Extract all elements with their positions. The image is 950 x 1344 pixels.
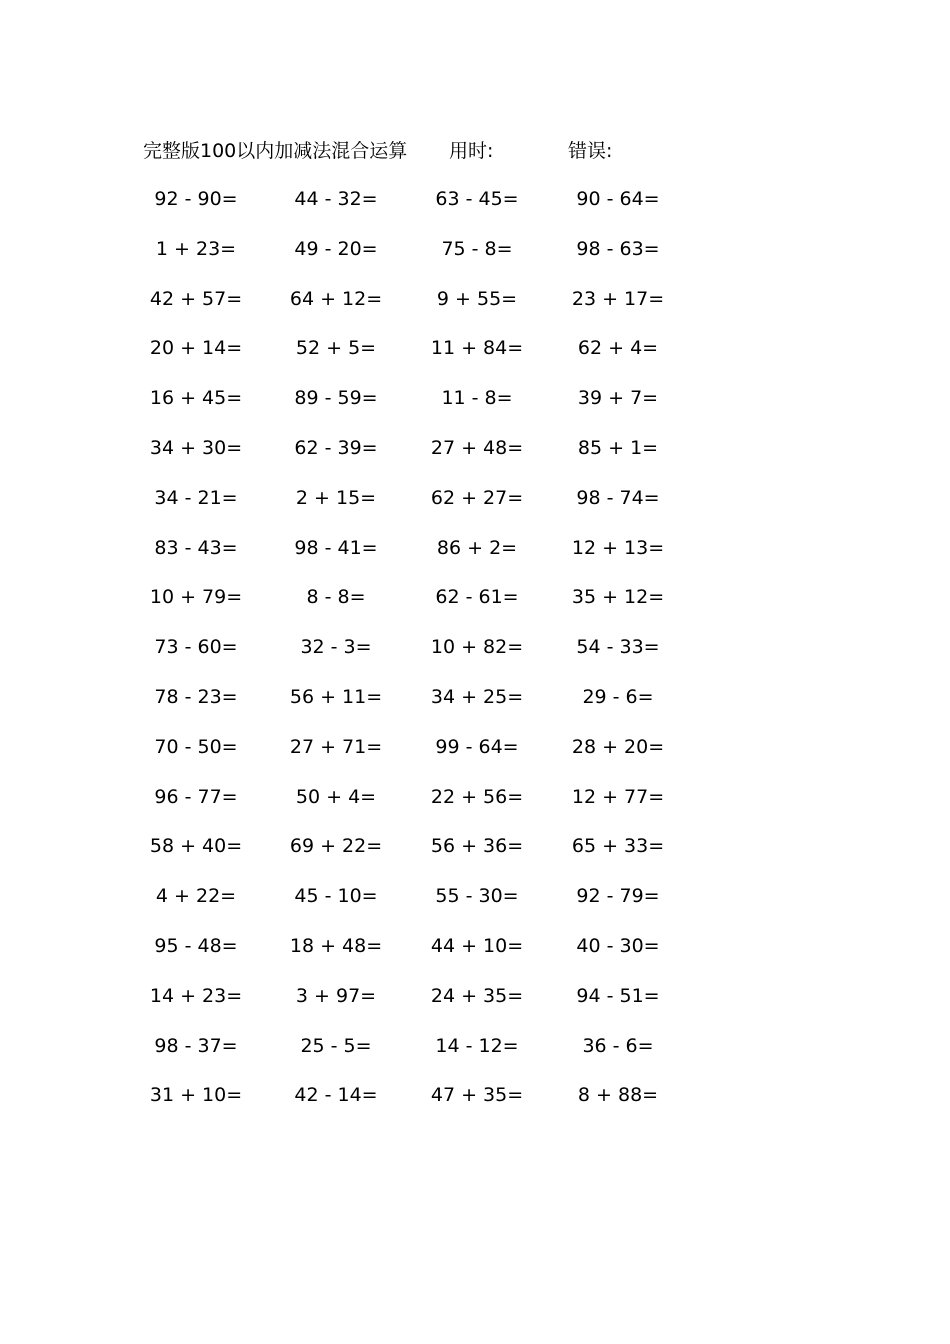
problem-item: 69 + 22= [289,835,383,858]
problem-item: 62 - 61= [435,586,519,609]
problem-item: 10 + 82= [430,636,524,659]
problem-item: 4 + 22= [155,885,237,908]
problem-item: 10 + 79= [149,586,243,609]
problem-item: 94 - 51= [576,984,660,1007]
problem-row [140,1080,700,1130]
problem-item: 3 + 97= [295,984,377,1007]
problem-item: 11 + 84= [430,337,524,360]
problem-item: 39 + 7= [577,387,659,410]
problem-item: 96 - 77= [154,785,238,808]
problem-row [140,483,700,533]
problem-item: 44 + 10= [430,934,524,957]
problem-item: 8 - 8= [306,586,366,609]
problem-item: 55 - 30= [435,885,519,908]
problem-item: 92 - 79= [576,885,660,908]
problem-item: 63 - 45= [435,188,519,210]
problem-item: 9 + 55= [436,287,518,310]
problem-item: 56 + 36= [430,835,524,858]
problem-item: 98 - 63= [576,237,660,260]
errors-label: 错误: [568,140,613,162]
problem-item: 2 + 15= [295,486,377,509]
problem-item: 34 + 30= [149,436,243,459]
problem-item: 27 + 48= [430,436,524,459]
problem-item: 92 - 90= [154,188,238,210]
problem-item: 49 - 20= [294,237,378,260]
problem-item: 52 + 5= [295,337,377,360]
problem-row [140,632,700,682]
problem-item: 8 + 88= [577,1084,659,1107]
problem-item: 14 + 23= [149,984,243,1007]
problem-row [140,782,700,832]
problem-item: 29 - 6= [582,685,654,708]
problem-item: 22 + 56= [430,785,524,808]
problem-item: 40 - 30= [576,934,660,957]
problem-item: 31 + 10= [149,1084,243,1107]
time-label: 用时: [449,140,494,162]
problem-item: 89 - 59= [294,387,378,410]
problem-item: 12 + 77= [571,785,665,808]
problem-item: 42 + 57= [149,287,243,310]
problem-item: 62 + 27= [430,486,524,509]
problem-item: 98 - 37= [154,1034,238,1057]
problem-row [140,433,700,483]
problem-item: 25 - 5= [300,1034,372,1057]
problem-item: 98 - 74= [576,486,660,509]
problem-item: 44 - 32= [294,188,378,210]
problem-item: 34 - 21= [154,486,238,509]
problem-item: 11 - 8= [441,387,513,410]
problem-item: 24 + 35= [430,984,524,1007]
problem-item: 70 - 50= [154,735,238,758]
problem-row [140,234,700,284]
problem-item: 75 - 8= [441,237,513,260]
problem-item: 34 + 25= [430,685,524,708]
problem-item: 83 - 43= [154,536,238,559]
problem-row [140,931,700,981]
problem-item: 99 - 64= [435,735,519,758]
problem-row [140,981,700,1031]
problem-item: 28 + 20= [571,735,665,758]
problem-row [140,732,700,782]
problem-item: 42 - 14= [294,1084,378,1107]
worksheet-title: 完整版100以内加减法混合运算 [143,140,408,162]
problem-row [140,333,700,383]
problem-item: 20 + 14= [149,337,243,360]
problem-row [140,582,700,632]
problem-item: 62 - 39= [294,436,378,459]
problem-row [140,383,700,433]
problem-item: 18 + 48= [289,934,383,957]
problem-item: 12 + 13= [571,536,665,559]
problem-item: 36 - 6= [582,1034,654,1057]
problem-item: 86 + 2= [436,536,518,559]
problem-item: 90 - 64= [576,188,660,210]
problem-item: 58 + 40= [149,835,243,858]
problem-item: 16 + 45= [149,387,243,410]
problem-item: 1 + 23= [155,237,237,260]
problem-row [140,881,700,931]
problem-item: 50 + 4= [295,785,377,808]
problem-item: 56 + 11= [289,685,383,708]
problem-row [140,1031,700,1081]
problem-item: 23 + 17= [571,287,665,310]
problem-item: 32 - 3= [300,636,372,659]
problem-item: 45 - 10= [294,885,378,908]
problem-item: 95 - 48= [154,934,238,957]
problem-item: 65 + 33= [571,835,665,858]
problem-item: 64 + 12= [289,287,383,310]
problem-item: 62 + 4= [577,337,659,360]
problem-item: 98 - 41= [294,536,378,559]
problem-item: 47 + 35= [430,1084,524,1107]
problem-row [140,184,700,234]
problem-item: 54 - 33= [576,636,660,659]
problem-item: 35 + 12= [571,586,665,609]
problem-grid [140,184,700,1130]
problem-item: 27 + 71= [289,735,383,758]
problem-item: 14 - 12= [435,1034,519,1057]
problem-item: 73 - 60= [154,636,238,659]
problem-item: 85 + 1= [577,436,659,459]
problem-row [140,682,700,732]
problem-item: 78 - 23= [154,685,238,708]
problem-row [140,533,700,583]
problem-row [140,831,700,881]
problem-row [140,284,700,334]
